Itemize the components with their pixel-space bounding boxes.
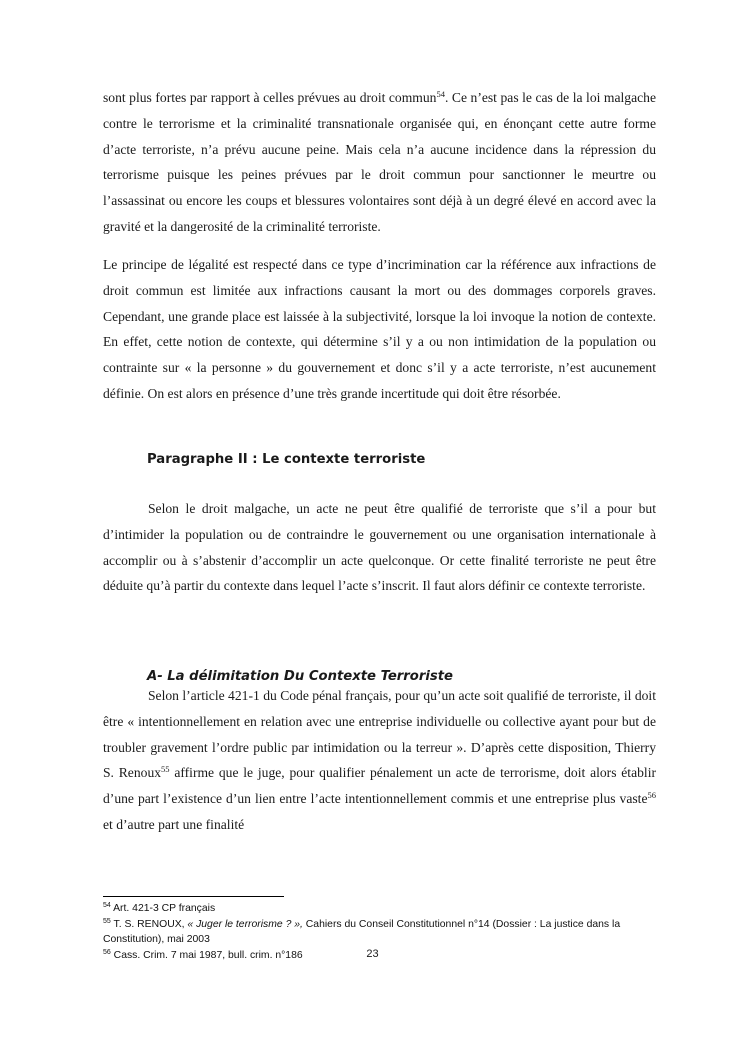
section-heading-paragraph-2: Paragraphe II : Le contexte terroriste: [147, 452, 426, 467]
footnote-number: 54: [103, 902, 111, 909]
body-paragraph-1: [103, 85, 656, 240]
footnote-title: « Juger le terrorisme ? »,: [187, 918, 303, 930]
footnote-ref-56[interactable]: 56: [647, 790, 656, 801]
footnote-separator: [103, 896, 284, 897]
subsection-heading-a: A- La délimitation Du Contexte Terroriste: [147, 669, 453, 684]
footnote-54: [103, 901, 656, 917]
paragraph-1-text-a: sont plus fortes par rapport à celles prévues au droit commun: [103, 90, 437, 105]
footnote-text-source: Cahiers du Conseil Constitutionnel n°14 (Dossier : La justice dans la Constitution), mai 2003: [103, 918, 621, 946]
footnote-text-author: T. S. RENOUX,: [110, 918, 188, 930]
footnote-ref-54[interactable]: 54: [436, 89, 445, 99]
body-paragraph-4: [103, 683, 656, 838]
paragraph-4-text-a: Selon l’article 421-1 du Code pénal français, pour qu’un acte soit qualifié de terroriste, il doit être « intentionnellement en relation avec une entreprise individuelle ou collective ayant pour but de troubler gravement l’ordre public par intimidation ou la terreur ». D’après cette disposition, Thierry S. Renoux: [103, 688, 656, 781]
paragraph-4-text-c: et d’autre part une finalité: [103, 816, 245, 832]
footnote-text: Cass. Crim. 7 mai 1987, bull. crim. n°186: [110, 949, 303, 961]
paragraph-1-text-b: . Ce n’est pas le cas de la loi malgache contre le terrorisme et la criminalité transnationale organisée qui, en énonçant cette autre forme d’acte terroriste, n’a prévu aucune peine. Mais cela n’a aucune incidence dans la répression du terrorisme puisque les peines prévues par le droit commun pour sanctionner le meurtre ou l’assassinat ou encore les coups et blessures volontaires sont déjà à un degré élevé en accord avec la gravité et la dangerosité de la criminalité terroriste.: [103, 90, 656, 234]
footnote-number: 56: [103, 948, 111, 956]
footnote-55: [103, 917, 656, 948]
footnote-number: 55: [103, 917, 111, 925]
body-paragraph-2: Le principe de légalité est respecté dans ce type d’incrimination car la référence aux infractions de droit commun est limitée aux infractions causant la mort ou des dommages corporels graves. Cependant, une grande place est laissée à la subjectivité, lorsque la loi invoque la notion de contexte. En effet, cette notion de contexte, qui détermine s’il y a ou non intimidation de la population ou contrainte sur « la personne » du gouvernement et donc s’il y a acte terroriste, n’est aucunement définie. On est alors en présence d’une très grande incertitude qui doit être résorbée.: [103, 257, 656, 401]
footnote-text: Art. 421-3 CP français: [110, 903, 216, 914]
body-paragraph-3: Selon le droit malgache, un acte ne peut être qualifié de terroriste que s’il a pour but d’intimider la population ou de contraindre le gouvernement ou une organisation internationale à accomplir ou à s’abstenir d’accomplir un acte quelconque. Or cette finalité terroriste ne peut être déduite qu’à partir du contexte dans lequel l’acte s’inscrit. Il faut alors définir ce contexte terroriste.: [103, 501, 656, 594]
paragraph-4-text-b: affirme que le juge, pour qualifier pénalement un acte de terrorisme, doit alors établir d’une part l’existence d’un lien entre l’acte intentionnellement commis et une entreprise plus vaste: [103, 765, 656, 807]
page-number: 23: [366, 948, 379, 960]
footnote-ref-55[interactable]: 55: [161, 764, 170, 775]
